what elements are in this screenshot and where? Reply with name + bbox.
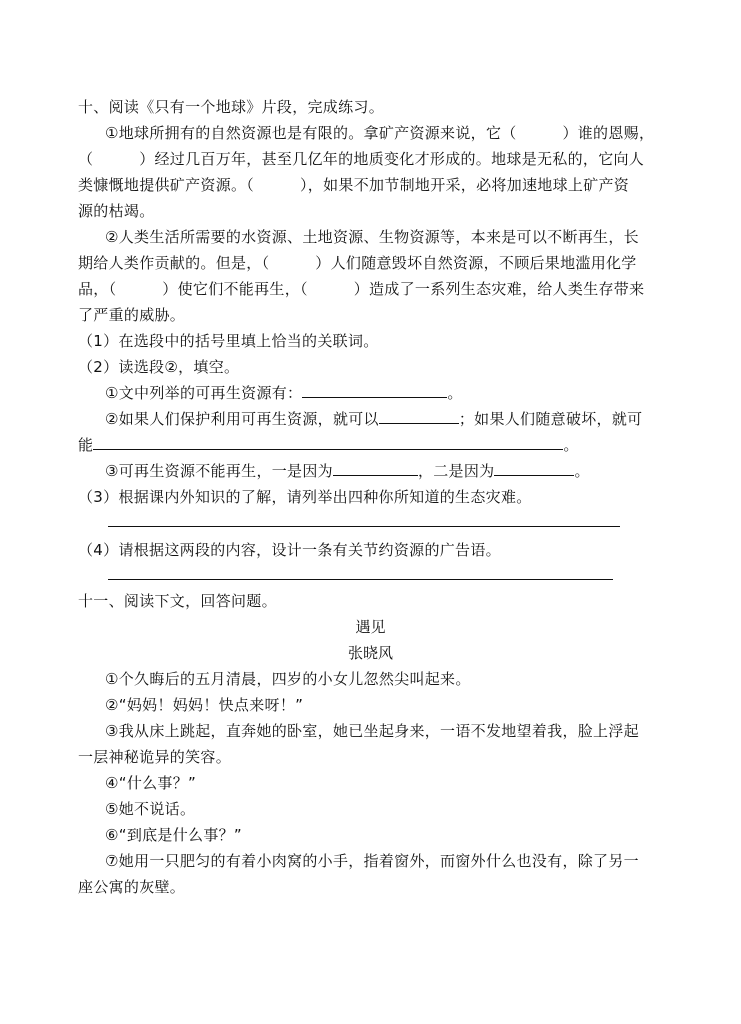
question-3: （3）根据课内外知识的了解，请列举出四种你所知道的生态灾难。 [78, 488, 532, 506]
article-para-4: ④“什么事？” [105, 774, 197, 792]
passage-1-line-2: （ ）经过几百万年，甚至几亿年的地质变化才形成的。地球是无私的，它向人 [78, 150, 645, 168]
question-2a-suffix: 。 [447, 384, 463, 402]
answer-blank-2a[interactable] [302, 381, 447, 398]
passage-1-line-3: 类慷慨地提供矿产资源。（ ），如果不加节制地开采，必将加速地球上矿产资 [78, 176, 630, 194]
answer-blank-2c-2[interactable] [494, 459, 574, 476]
article-para-3-line-1: ③我从床上跳起，直奔她的卧室，她已坐起身来，一语不发地望着我，脸上浮起 [105, 722, 639, 740]
answer-line-4[interactable] [108, 579, 613, 580]
article-author: 张晓风 [347, 644, 393, 662]
section-10-heading: 十、阅读《只有一个地球》片段，完成练习。 [78, 98, 385, 116]
passage-2-line-2: 期给人类作贡献的。但是，（ ）人们随意毁坏自然资源，不顾后果地滥用化学 [78, 254, 637, 272]
question-1: （1）在选段中的括号里填上恰当的关联词。 [78, 332, 379, 350]
passage-2-line-4: 了严重的威胁。 [78, 306, 186, 324]
question-2a [105, 380, 463, 406]
article-title: 遇见 [355, 618, 386, 636]
question-2: （2）读选段②，填空。 [78, 358, 240, 376]
answer-blank-2b-2[interactable] [93, 433, 563, 450]
article-para-6: ⑥“到底是什么事？” [105, 826, 242, 844]
question-2b-prefix: ②如果人们保护利用可再生资源，就可以 [105, 410, 379, 428]
question-4: （4）请根据这两段的内容，设计一条有关节约资源的广告语。 [78, 541, 501, 559]
article-para-1: ①个久晦后的五月清晨，四岁的小女儿忽然尖叫起来。 [105, 670, 471, 688]
answer-line-3[interactable] [108, 526, 620, 527]
question-2a-prefix: ①文中列举的可再生资源有： [105, 384, 303, 402]
article-para-3-line-2: 一层神秘诡异的笑容。 [78, 748, 232, 766]
passage-2-line-1: ②人类生活所需要的水资源、土地资源、生物资源等，本来是可以不断再生，长 [105, 228, 639, 246]
question-2b-continued [78, 432, 579, 458]
answer-blank-2c-1[interactable] [333, 459, 418, 476]
question-2c-mid: ，二是因为 [417, 462, 495, 480]
article-para-2: ②“妈妈！妈妈！快点来呀！” [105, 696, 304, 714]
question-2b-mid: ；如果人们随意破坏，就可 [458, 410, 643, 428]
passage-1-line-4: 源的枯竭。 [78, 202, 155, 220]
answer-blank-2b-1[interactable] [379, 407, 459, 424]
passage-2-line-3: 品，（ ）使它们不能再生，（ ）造成了一系列生态灾难，给人类生存带来 [78, 280, 645, 298]
question-2c-prefix: ③可再生资源不能再生，一是因为 [105, 462, 333, 480]
article-para-7-line-1: ⑦她用一只肥匀的有着小肉窝的小手，指着窗外，而窗外什么也没有，除了另一 [105, 852, 639, 870]
question-2c [105, 458, 590, 484]
section-11-heading: 十一、阅读下文，回答问题。 [78, 592, 277, 610]
question-2b-cont-prefix: 能 [78, 436, 94, 454]
question-2b [105, 406, 642, 432]
question-2c-suffix: 。 [574, 462, 590, 480]
article-para-7-line-2: 座公寓的灰壁。 [78, 878, 186, 896]
passage-1-line-1: ①地球所拥有的自然资源也是有限的。拿矿产资源来说，它（ ）谁的恩赐， [105, 124, 655, 142]
article-para-5: ⑤她不说话。 [105, 800, 196, 818]
question-2b-cont-suffix: 。 [563, 436, 579, 454]
